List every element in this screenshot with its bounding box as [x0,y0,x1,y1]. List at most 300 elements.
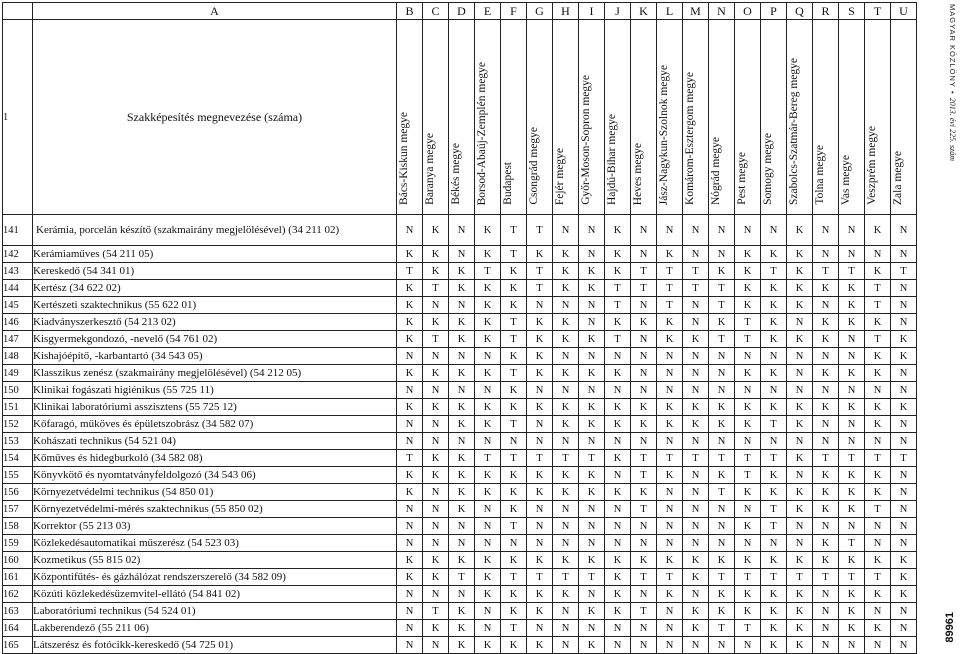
status-cell: K [527,246,553,263]
status-cell: N [683,501,709,518]
status-cell: K [501,280,527,297]
column-letter-n: N [709,3,735,20]
status-cell: T [501,246,527,263]
status-cell: K [865,348,891,365]
status-cell: T [397,450,423,467]
status-cell: N [397,215,423,246]
status-cell: N [891,620,917,637]
row-label-header: 1 [3,20,33,215]
status-cell: N [813,620,839,637]
status-cell: K [709,603,735,620]
status-cell: N [423,382,449,399]
column-letter-d: D [449,3,475,20]
county-header-label: Somogy megye [762,133,774,205]
status-cell: N [579,348,605,365]
status-cell: N [501,535,527,552]
row-number: 149 [3,365,33,382]
status-cell: K [761,552,787,569]
status-cell: T [449,569,475,586]
status-cell: K [657,586,683,603]
status-cell: T [657,450,683,467]
status-cell: K [579,603,605,620]
status-cell: K [579,416,605,433]
status-cell: K [787,416,813,433]
county-header-label: Budapest [502,162,514,205]
status-cell: K [423,569,449,586]
status-cell: N [787,348,813,365]
status-cell: K [423,246,449,263]
row-number: 156 [3,484,33,501]
row-number: 155 [3,467,33,484]
status-cell: N [787,518,813,535]
table-row [3,348,917,365]
qualification-name-text: Kerámia, porcelán készítő (szakmairány megjelölésével) (34 211 02) [36,223,340,236]
status-cell: K [553,314,579,331]
status-cell: T [865,280,891,297]
status-cell: N [397,501,423,518]
status-cell: K [605,365,631,382]
county-header [423,20,449,215]
status-cell: K [709,399,735,416]
row-number: 145 [3,297,33,314]
status-cell: N [553,433,579,450]
status-cell: N [631,518,657,535]
status-cell: K [449,416,475,433]
status-cell: N [709,637,735,654]
status-cell: T [423,603,449,620]
status-cell: N [449,433,475,450]
status-cell: T [865,331,891,348]
status-cell: K [839,603,865,620]
status-cell: N [397,382,423,399]
status-cell: K [475,297,501,314]
row-number: 159 [3,535,33,552]
status-cell: T [735,569,761,586]
status-cell: K [475,416,501,433]
status-cell: N [605,382,631,399]
row-number: 143 [3,263,33,280]
status-cell: N [683,637,709,654]
status-cell: K [475,280,501,297]
column-letter-k: K [631,3,657,20]
status-cell: K [709,416,735,433]
status-cell: K [423,263,449,280]
status-cell: K [813,501,839,518]
status-cell: N [553,620,579,637]
status-cell: K [501,467,527,484]
status-cell: K [813,484,839,501]
status-cell: K [449,280,475,297]
status-cell: N [423,586,449,603]
status-cell: K [683,399,709,416]
status-cell: N [735,637,761,654]
status-cell: K [657,467,683,484]
qualification-name: Kiadványszerkesztő (54 213 02) [33,314,397,331]
status-cell: K [553,280,579,297]
status-cell: K [475,331,501,348]
status-cell: K [501,603,527,620]
status-cell: N [631,586,657,603]
status-cell: K [865,467,891,484]
status-cell: K [423,399,449,416]
status-cell: K [787,586,813,603]
column-letter-a: A [33,3,397,20]
regional-qualification-table [2,2,917,654]
status-cell: K [839,399,865,416]
status-cell: N [709,246,735,263]
status-cell: N [813,637,839,654]
status-cell: K [527,348,553,365]
status-cell: N [865,637,891,654]
table-row [3,450,917,467]
status-cell: T [501,416,527,433]
table-row [3,263,917,280]
status-cell: K [605,416,631,433]
status-cell: N [891,501,917,518]
status-cell: T [839,535,865,552]
status-cell: K [735,484,761,501]
status-cell: K [449,484,475,501]
status-cell: N [449,297,475,314]
county-header [475,20,501,215]
status-cell: N [397,620,423,637]
status-cell: K [839,297,865,314]
status-cell: N [839,246,865,263]
status-cell: T [631,569,657,586]
status-cell: K [527,331,553,348]
status-cell: K [735,280,761,297]
table-row [3,518,917,535]
column-letter-b: B [397,3,423,20]
status-cell: T [631,467,657,484]
status-cell: K [449,331,475,348]
row-number: 163 [3,603,33,620]
county-header [397,20,423,215]
status-cell: T [527,263,553,280]
status-cell: K [553,399,579,416]
qualification-name: Látszerész és fotócikk-kereskedő (54 725 01) [33,637,397,654]
status-cell: K [891,348,917,365]
status-cell: K [397,297,423,314]
status-cell: N [475,382,501,399]
qualification-name: Környezetvédelmi technikus (54 850 01) [33,484,397,501]
status-cell: K [761,603,787,620]
county-header [891,20,917,215]
status-cell: N [553,348,579,365]
qualification-name: Korrektor (55 213 03) [33,518,397,535]
status-cell: K [475,314,501,331]
status-cell: N [891,535,917,552]
status-cell: K [761,365,787,382]
status-cell: N [683,535,709,552]
county-header-label: Győr-Moson-Sopron megye [580,75,592,205]
status-cell: T [839,450,865,467]
status-cell: N [553,637,579,654]
status-cell: N [397,637,423,654]
status-cell: K [839,280,865,297]
table-row [3,586,917,603]
status-cell: K [423,450,449,467]
status-cell: T [527,569,553,586]
status-cell: N [397,348,423,365]
column-letter-j: J [605,3,631,20]
status-cell: T [657,297,683,314]
status-cell: N [683,518,709,535]
status-cell: N [449,348,475,365]
status-cell: T [891,450,917,467]
status-cell: K [397,365,423,382]
status-cell: T [475,450,501,467]
status-cell: K [657,331,683,348]
row-number: 150 [3,382,33,399]
row-number: 160 [3,552,33,569]
status-cell: T [657,263,683,280]
status-cell: N [631,348,657,365]
status-cell: N [423,348,449,365]
status-cell: K [397,399,423,416]
status-cell: K [891,586,917,603]
status-cell: K [813,331,839,348]
status-cell: K [761,620,787,637]
status-cell: N [683,314,709,331]
county-header-label: Pest megye [736,152,748,205]
status-cell: N [631,535,657,552]
status-cell: N [735,433,761,450]
status-cell: T [735,620,761,637]
status-cell: N [865,535,891,552]
status-cell: K [865,399,891,416]
status-cell: K [501,501,527,518]
status-cell: K [631,399,657,416]
county-header-label: Baranya megye [424,133,436,205]
status-cell: N [891,280,917,297]
status-cell: K [475,484,501,501]
status-cell: K [527,586,553,603]
journal-issue: 2013. évi 225. szám [948,97,957,162]
status-cell: K [761,314,787,331]
column-letter-q: Q [787,3,813,20]
status-cell: T [709,331,735,348]
status-cell: T [787,569,813,586]
status-cell: N [839,382,865,399]
status-cell: N [839,518,865,535]
status-cell: N [891,365,917,382]
status-cell: K [735,399,761,416]
status-cell: K [735,518,761,535]
status-cell: N [865,246,891,263]
column-letter-l: L [657,3,683,20]
status-cell: N [579,297,605,314]
qualification-name: Közlekedésautomatikai műszerész (54 523 03) [33,535,397,552]
status-cell: N [787,433,813,450]
status-cell: K [423,314,449,331]
table-row [3,399,917,416]
status-cell: N [709,348,735,365]
county-header-label: Jász-Nagykun-Szolnok megye [658,64,670,205]
status-cell: T [761,416,787,433]
status-cell: N [449,586,475,603]
status-cell: T [761,263,787,280]
row-number: 157 [3,501,33,518]
county-header [839,20,865,215]
status-cell: K [761,399,787,416]
status-cell: K [527,365,553,382]
status-cell: N [891,484,917,501]
status-cell: N [709,518,735,535]
county-header [787,20,813,215]
status-cell: K [683,331,709,348]
status-cell: N [683,297,709,314]
qualification-name: Környezetvédelmi-mérés szaktechnikus (55 850 02) [33,501,397,518]
status-cell: K [761,586,787,603]
qualification-name [33,215,397,246]
status-cell: T [709,484,735,501]
status-cell: N [397,535,423,552]
status-cell: N [605,535,631,552]
status-cell: K [579,280,605,297]
status-cell: K [813,399,839,416]
status-cell: K [813,365,839,382]
status-cell: T [839,263,865,280]
status-cell: K [423,467,449,484]
status-cell: N [813,416,839,433]
qualification-name-header: Szakképesítés megnevezése (száma) [33,20,397,215]
status-cell: K [501,484,527,501]
status-cell: N [683,586,709,603]
table-row [3,365,917,382]
status-cell: N [657,215,683,246]
status-cell: T [397,263,423,280]
status-cell: N [553,297,579,314]
county-header [865,20,891,215]
status-cell: N [605,620,631,637]
status-cell: N [527,535,553,552]
status-cell: T [735,314,761,331]
county-header-label: Vas megye [840,154,852,205]
status-cell: N [657,501,683,518]
status-cell: T [761,569,787,586]
status-cell: T [501,365,527,382]
row-number: 142 [3,246,33,263]
status-cell: K [553,484,579,501]
status-cell: K [709,263,735,280]
status-cell: N [891,297,917,314]
status-cell: K [735,416,761,433]
status-cell: T [501,215,527,246]
status-cell: N [605,501,631,518]
status-cell: N [527,620,553,637]
status-cell: K [605,246,631,263]
status-cell: N [605,637,631,654]
status-cell: N [423,501,449,518]
status-cell: N [631,637,657,654]
county-header [527,20,553,215]
qualification-name: Klinikai laboratóriumi asszisztens (55 725 12) [33,399,397,416]
status-cell: N [527,501,553,518]
row-number: 161 [3,569,33,586]
status-cell: K [605,569,631,586]
status-cell: K [813,280,839,297]
status-cell: T [761,450,787,467]
row-number: 154 [3,450,33,467]
row-number: 144 [3,280,33,297]
status-cell: N [839,433,865,450]
status-cell: K [449,467,475,484]
status-cell: T [813,569,839,586]
journal-header-margin [948,4,957,161]
status-cell: N [631,433,657,450]
status-cell: K [605,586,631,603]
status-cell: N [813,246,839,263]
page-number: 89961 [944,612,956,643]
status-cell: K [683,569,709,586]
status-cell: N [579,215,605,246]
status-cell: K [631,314,657,331]
county-header-label: Hajdú-Bihar megye [606,113,618,205]
status-cell: T [683,263,709,280]
row-number: 158 [3,518,33,535]
status-cell: N [423,297,449,314]
row-number: 165 [3,637,33,654]
table-row [3,314,917,331]
status-cell: N [891,382,917,399]
county-header-label: Komárom-Esztergom megye [684,72,696,205]
status-cell: K [579,263,605,280]
journal-name: MAGYAR KÖZLÖNY [948,4,957,88]
status-cell: T [709,620,735,637]
status-cell: N [397,416,423,433]
status-cell: N [423,433,449,450]
status-cell: N [709,215,735,246]
table-row [3,501,917,518]
status-cell: T [501,569,527,586]
status-cell: N [709,535,735,552]
status-cell: K [475,552,501,569]
status-cell: K [787,450,813,467]
status-cell: N [891,433,917,450]
status-cell: K [891,552,917,569]
status-cell: N [891,314,917,331]
county-header-label: Szabolcs-Szatmár-Bereg megye [788,58,800,205]
status-cell: T [579,569,605,586]
status-cell: T [813,450,839,467]
column-letter-f: F [501,3,527,20]
status-cell: K [839,620,865,637]
status-cell: K [683,603,709,620]
qualification-name: Központifűtés- és gázhálózat rendszerszerelő (34 582 09) [33,569,397,586]
status-cell: T [813,263,839,280]
status-cell: T [605,280,631,297]
status-cell: K [787,246,813,263]
status-cell: K [865,416,891,433]
status-cell: K [527,314,553,331]
status-cell: K [527,484,553,501]
status-cell: N [839,331,865,348]
status-cell: K [449,620,475,637]
status-cell: N [579,382,605,399]
status-cell: K [839,365,865,382]
status-cell: K [553,552,579,569]
status-cell: K [735,586,761,603]
status-cell: T [527,450,553,467]
status-cell: N [813,297,839,314]
status-cell: K [865,484,891,501]
status-cell: K [761,246,787,263]
table-row [3,215,917,246]
status-cell: K [579,331,605,348]
county-header [657,20,683,215]
status-cell: N [423,535,449,552]
